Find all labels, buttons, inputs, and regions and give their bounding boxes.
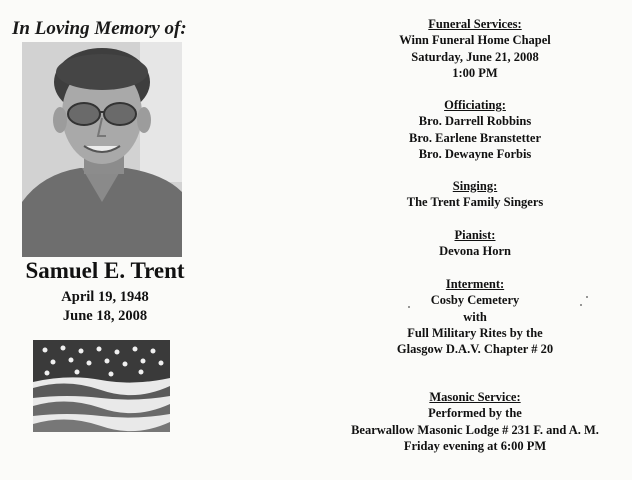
american-flag-image: [33, 340, 170, 432]
pianist-section: [330, 227, 620, 260]
officiant: Bro. Darrell Robbins: [418, 114, 532, 129]
services-panel: [330, 0, 620, 480]
interment-heading: Interment:: [445, 277, 505, 291]
scan-speck: [408, 306, 410, 308]
officiant: Bro. Dewayne Forbis: [418, 146, 532, 161]
masonic-line: Friday evening at 6:00 PM: [403, 438, 547, 453]
singing-section: [330, 178, 620, 211]
interment-line: with: [463, 309, 487, 324]
funeral-line: Saturday, June 21, 2008: [411, 49, 539, 64]
scan-speck: [586, 296, 588, 298]
funeral-section: [330, 16, 620, 81]
birth-date: April 19, 1948: [61, 289, 149, 305]
officiating-section: [330, 97, 620, 162]
funeral-heading: Funeral Services:: [428, 17, 522, 31]
officiant: Bro. Earlene Branstetter: [408, 130, 542, 145]
interment-line: Full Military Rites by the: [407, 325, 543, 340]
masonic-heading: Masonic Service:: [429, 390, 521, 404]
pianist-heading: Pianist:: [454, 228, 496, 242]
masonic-line: Bearwallow Masonic Lodge # 231 F. and A. M.: [351, 422, 599, 437]
portrait-image: [22, 42, 182, 257]
scan-speck: [580, 304, 582, 306]
death-date: June 18, 2008: [62, 308, 148, 324]
left-panel: [0, 0, 210, 480]
interment-line: Glasgow D.A.V. Chapter # 20: [396, 342, 554, 357]
memorial-header: In Loving Memory of:: [12, 18, 187, 39]
singing-heading: Singing:: [452, 179, 498, 193]
funeral-line: Winn Funeral Home Chapel: [399, 33, 551, 48]
pianist-name: Devona Horn: [439, 244, 511, 259]
masonic-line: Performed by the: [428, 406, 522, 421]
flag-graphic: [33, 340, 170, 432]
deceased-name: Samuel E. Trent: [25, 258, 185, 283]
singers: The Trent Family Singers: [406, 195, 544, 210]
funeral-line: 1:00 PM: [452, 65, 498, 80]
officiating-heading: Officiating:: [444, 98, 506, 112]
portrait-photo: [22, 42, 182, 257]
interment-line: Cosby Cemetery: [430, 293, 520, 308]
interment-section: [330, 276, 620, 357]
masonic-section: [330, 389, 620, 454]
